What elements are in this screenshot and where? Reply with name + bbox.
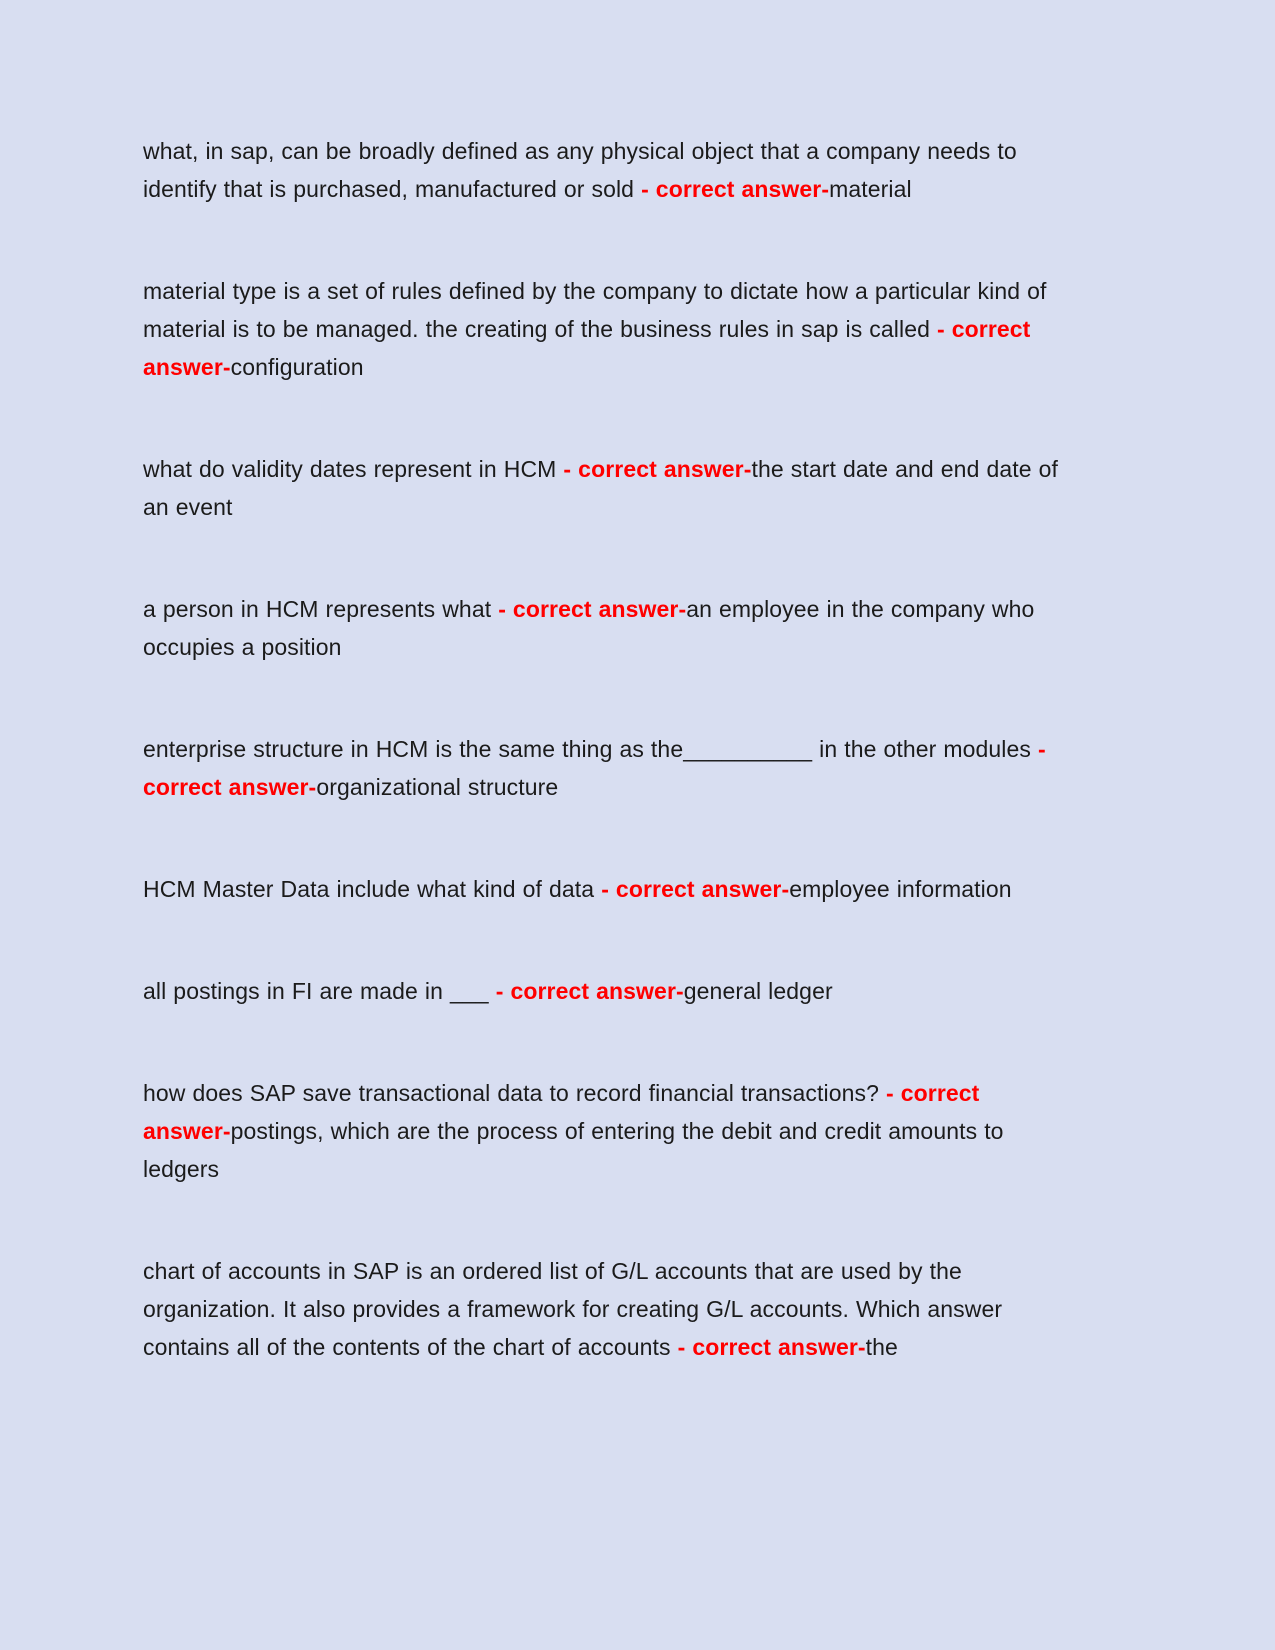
qa-paragraph: [143, 870, 1065, 908]
answer-text: the start date and end date of an event: [143, 456, 1058, 520]
answer-text: an employee in the company who occupies a position: [143, 596, 1035, 660]
qa-paragraph: [143, 132, 1065, 208]
correct-answer-marker: - correct answer-: [143, 736, 1046, 800]
question-text: material type is a set of rules defined by the company to dictate how a particular kind of material is to be managed. the creating of the business rules in sap is called: [143, 278, 1047, 342]
question-text: HCM Master Data include what kind of data: [143, 876, 602, 902]
question-text: chart of accounts in SAP is an ordered list of G/L accounts that are used by the organization. It also provides a framework for creating G/L accounts. Which answer contains all of the contents of the chart of accounts: [143, 1258, 1003, 1360]
question-text: what, in sap, can be broadly defined as any physical object that a company needs to identify that is purchased, manufactured or sold: [143, 138, 1017, 202]
correct-answer-marker: - correct answer-: [498, 596, 687, 622]
qa-paragraph: [143, 590, 1065, 666]
qa-paragraph: [143, 1074, 1065, 1188]
answer-text: organizational structure: [316, 774, 559, 800]
answer-text: configuration: [230, 354, 364, 380]
correct-answer-marker: - correct answer-: [601, 876, 790, 902]
qa-paragraph: [143, 972, 1065, 1010]
qa-paragraph: [143, 272, 1065, 386]
correct-answer-marker: - correct answer-: [143, 1080, 980, 1144]
question-text: what do validity dates represent in HCM: [143, 456, 564, 482]
answer-text: postings, which are the process of entering the debit and credit amounts to ledgers: [143, 1118, 1004, 1182]
correct-answer-marker: - correct answer-: [143, 316, 1031, 380]
qa-paragraph: [143, 450, 1065, 526]
question-text: all postings in FI are made in ___: [143, 978, 496, 1004]
qa-paragraph: [143, 730, 1065, 806]
correct-answer-marker: - correct answer-: [495, 978, 684, 1004]
question-text: a person in HCM represents what: [143, 596, 499, 622]
question-text: how does SAP save transactional data to record financial transactions?: [143, 1080, 886, 1106]
correct-answer-marker: - correct answer-: [677, 1334, 866, 1360]
answer-text: material: [829, 176, 912, 202]
correct-answer-marker: - correct answer-: [641, 176, 830, 202]
answer-text: employee information: [789, 876, 1012, 902]
qa-paragraph: [143, 1252, 1065, 1366]
question-text: enterprise structure in HCM is the same thing as the__________ in the other modules: [143, 736, 1039, 762]
answer-text: general ledger: [683, 978, 833, 1004]
correct-answer-marker: - correct answer-: [563, 456, 752, 482]
answer-text: the: [865, 1334, 898, 1360]
